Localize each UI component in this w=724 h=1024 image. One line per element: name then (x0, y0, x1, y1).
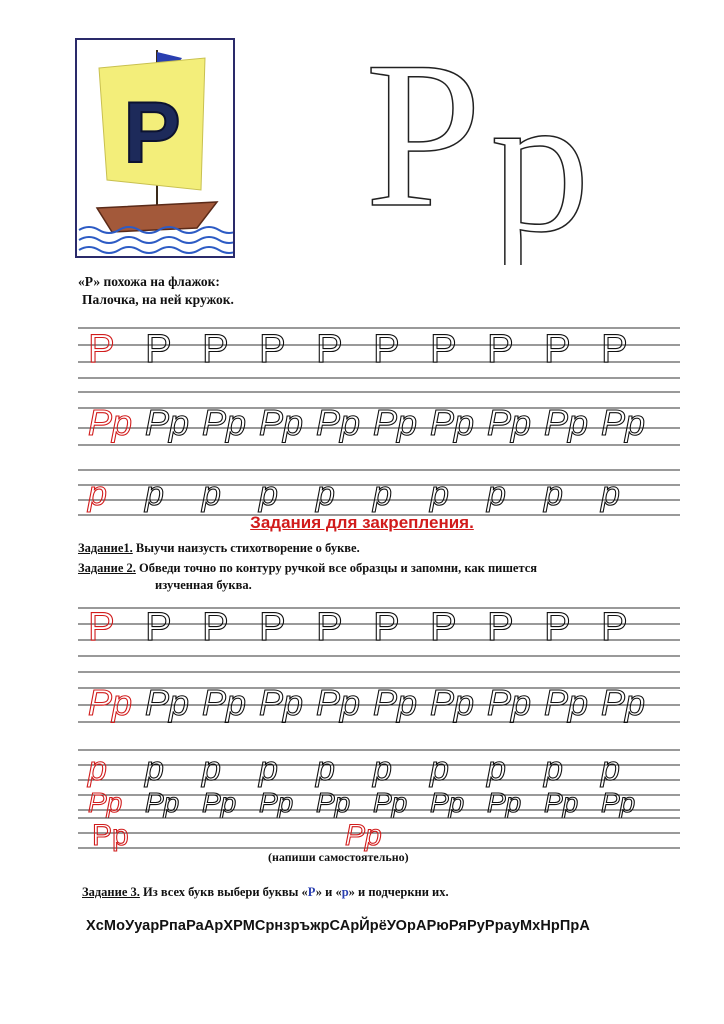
trace-letter: Pp (487, 787, 522, 818)
trace-letter: p (88, 475, 107, 513)
trace-letter: P (259, 605, 286, 649)
trace-letter: Pp (373, 682, 418, 723)
trace-letter: p (316, 750, 335, 788)
trace-letter: P (373, 605, 400, 649)
trace-letter: P (430, 605, 457, 649)
trace-letter: P (601, 327, 628, 371)
task-3-text-before: Из всех букв выбери буквы « (143, 885, 308, 899)
trace-letter: Pp (544, 682, 589, 723)
task-3-text-after: » и подчеркни их. (348, 885, 449, 899)
trace-letter: p (145, 750, 164, 788)
trace-letter: p (601, 750, 620, 788)
task-2 (78, 561, 638, 576)
trace-letter: p (544, 750, 563, 788)
trace-letter: P (316, 327, 343, 371)
trace-letter: Pp (145, 682, 190, 723)
task-3-label: Задание 3. (82, 885, 140, 899)
write-yourself-note: (напиши самостоятельно) (268, 850, 409, 864)
trace-letter: P (487, 605, 514, 649)
trace-letter: P (88, 327, 115, 371)
trace-letter: Pp (373, 402, 418, 443)
trace-letter: Pp (316, 682, 361, 723)
task-2-label: Задание 2. (78, 561, 136, 575)
outline-letters (360, 25, 610, 265)
trace-letter: P (373, 327, 400, 371)
trace-letter: Pp (202, 402, 247, 443)
sample-word-1: Pp (92, 819, 129, 852)
sample-word-2: Рр (345, 819, 382, 852)
trace-letter: Pp (487, 682, 532, 723)
trace-letter: P (544, 327, 571, 371)
trace-letter: p (487, 475, 506, 513)
task-1-label: Задание1. (78, 541, 133, 555)
trace-letter: P (259, 327, 286, 371)
trace-letter: p (430, 750, 449, 788)
outline-upper-letter: Р (365, 25, 482, 251)
trace-letter: Pp (202, 787, 237, 818)
task-3 (82, 885, 449, 900)
trace-letter: p (487, 750, 506, 788)
sail-letter: Р (123, 85, 181, 181)
task-1-text: Выучи наизусть стихотворение о букве. (135, 541, 360, 555)
trace-letter: Pp (430, 682, 475, 723)
task-3-text-mid: » и « (315, 885, 342, 899)
trace-letter: P (544, 605, 571, 649)
boat-illustration (75, 38, 235, 258)
trace-letter: p (259, 750, 278, 788)
trace-letter: p (202, 750, 221, 788)
trace-letter: p (88, 750, 107, 788)
rhyme-line-2: Палочка, на ней кружок. (82, 292, 234, 307)
rhyme-line-1: «Р» похожа на флажок: (78, 274, 220, 289)
outline-lower-letter: р (490, 53, 590, 265)
trace-letter: p (202, 475, 221, 513)
trace-letter: P (202, 605, 229, 649)
trace-letter: Pp (88, 402, 133, 443)
trace-letter: Pp (373, 787, 408, 818)
trace-letter: p (544, 475, 563, 513)
trace-letter: p (259, 475, 278, 513)
trace-letter: P (487, 327, 514, 371)
trace-letter: P (88, 605, 115, 649)
trace-letter: Pp (601, 787, 636, 818)
trace-letter: Pp (145, 402, 190, 443)
trace-letter: P (145, 327, 172, 371)
trace-letter: Pp (316, 402, 361, 443)
trace-letter: P (202, 327, 229, 371)
task-1 (78, 541, 360, 556)
trace-letter: Pp (88, 682, 133, 723)
trace-letter: p (373, 750, 392, 788)
trace-letter: Pp (544, 787, 579, 818)
trace-letter: Pp (259, 682, 304, 723)
trace-letter: Pp (601, 682, 646, 723)
trace-letter: Pp (316, 787, 351, 818)
trace-letter: P (145, 605, 172, 649)
trace-letter: Pp (601, 402, 646, 443)
trace-letter: p (316, 475, 335, 513)
trace-letter: Pp (259, 787, 294, 818)
trace-letter: Pp (430, 402, 475, 443)
trace-letter: p (145, 475, 164, 513)
letter-string: ХсМоУуарРпаРаАрХРМСрнзръжрСАрЙрёУОрАРюРяРуРрауМхНрПрА (86, 918, 590, 934)
trace-letter: p (373, 475, 392, 513)
section-title: Задания для закрепления. (250, 513, 474, 532)
trace-letter: p (601, 475, 620, 513)
trace-letter: Pp (145, 787, 180, 818)
trace-letter: p (430, 475, 449, 513)
trace-letter: Pp (544, 402, 589, 443)
task-2-text-cont: изученная буква. (155, 578, 252, 592)
trace-letter: P (430, 327, 457, 371)
trace-letter: Pp (430, 787, 465, 818)
trace-letter: P (316, 605, 343, 649)
trace-letter: P (601, 605, 628, 649)
task-2-text: Обведи точно по контуру ручкой все образцы и запомни, как пишется (139, 561, 538, 575)
trace-letter: Pp (88, 787, 123, 818)
trace-letter: Pp (259, 402, 304, 443)
trace-letter: Pp (487, 402, 532, 443)
trace-letter: Pp (202, 682, 247, 723)
task-3-letter-upper: Р (307, 885, 316, 899)
task-3-letter-lower: р (341, 885, 349, 899)
